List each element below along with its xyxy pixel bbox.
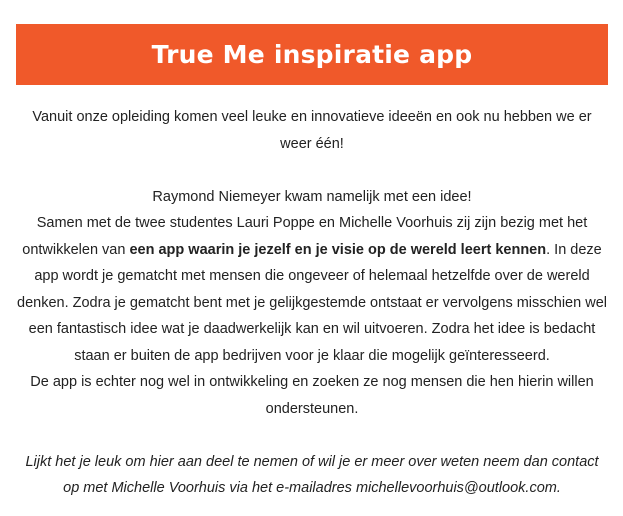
header-banner (16, 24, 608, 85)
body-text-before-bold: Samen met de twee studentes Lauri Poppe en Michelle Voorhuis zij zijn bezig met het ontwikkelen van (22, 215, 588, 258)
paragraph-spacer (16, 157, 608, 184)
body-text-bold: een app waarin je jezelf en je visie op de wereld leert kennen (129, 241, 547, 258)
body-text-after-bold: . In deze app wordt je gematcht met mensen die ongeveer of helemaal hetzelfde over de wereld denken. Zodra je gematcht bent met je gelijkgestemde ontstaat er vervolgens misschien wel een fantastisch idee wat je daadwerkelijk kan en wil uitvoeren. Zodra het idee is bedacht staan er buiten de app bedrijven voor je klaar die mogelijk geïnteresseerd. (17, 241, 607, 364)
paragraph-spacer (16, 422, 608, 449)
intro-paragraph: Vanuit onze opleiding komen veel leuke en innovatieve ideeën en ook nu hebben we er weer één! (32, 109, 592, 152)
body-paragraph (16, 184, 608, 423)
body-line-intro: Raymond Niemeyer kwam namelijk met een idee! (152, 188, 472, 205)
contact-paragraph: Lijkt het je leuk om hier aan deel te nemen of wil je er meer over weten neem dan contact op met Michelle Voorhuis via het e-mailadres michellevoorhuis@outlook.com. (25, 453, 599, 496)
article-body (16, 104, 608, 502)
body-line-development: De app is echter nog wel in ontwikkeling en zoeken ze nog mensen die hen hierin willen ondersteunen. (30, 374, 594, 417)
page-title: True Me inspiratie app (151, 40, 473, 69)
